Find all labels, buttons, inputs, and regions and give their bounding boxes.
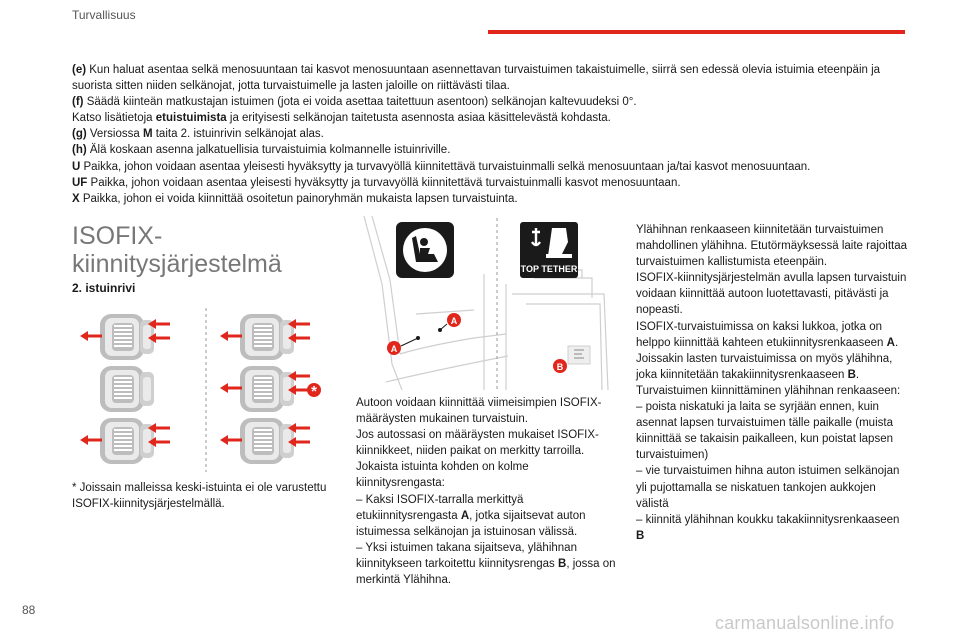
- top-tether-arrow: [220, 435, 242, 445]
- anchor-a-front: [387, 336, 420, 355]
- header-accent-bar: [488, 30, 905, 34]
- top-tether-arrow: [220, 331, 242, 341]
- footnote: * Joissain malleissa keski-istuinta ei ole varustettu ISOFIX-kiinnitysjärjestelmällä.: [72, 482, 327, 510]
- note-see-also: Katso lisätietoja etuistuimista ja erityisesti selkänojan taitetusta asennosta asiaa käsittelevästä kohdasta.: [72, 112, 611, 125]
- legend-text-block: [72, 62, 902, 207]
- list-item: – kiinnitä ylähihnan koukku takakiinnitysrenkaaseen B: [636, 513, 900, 542]
- list-item: – Yksi istuimen takana sijaitseva, ylähihnan kiinnitykseen tarkoitettu kiinnitysrengas B, jossa on merkintä Ylähihna.: [356, 541, 616, 587]
- note-e: (e) Kun haluat asentaa selkä menosuuntaan tai kasvot menosuuntaan asennettavan turvaistuimen takaistuimelle, siirrä sen edessä olevia istuimia eteenpäin ja suorista sitten niiden selkänojat, jotta turvaistuimelle ja lasten jaloille on riittävästi tilaa.: [72, 64, 881, 93]
- paragraph: ISOFIX-kiinnitysjärjestelmän avulla lapsen turvaistuin voidaan kiinnittää autoon luotettavasti, pitävästi ja nopeasti.: [636, 272, 907, 317]
- isofix-anchor-illustration: [356, 214, 612, 390]
- paragraph: Jos autossasi on määräysten mukaiset ISOFIX-kiinnikkeet, niiden paikat on merkitty tarroilla. Jokaista istuinta kohden on kolme kiinnitysrengasta:: [356, 429, 599, 490]
- svg-text:A: A: [450, 316, 458, 326]
- top-tether-arrow: [80, 435, 102, 445]
- legend-x: X Paikka, johon ei voida kiinnittää osoitetun painoryhmän mukaista lapsen turvaistuinta.: [72, 192, 518, 205]
- svg-text:*: *: [311, 383, 317, 400]
- asterisk-badge: [307, 383, 321, 400]
- second-row-seat-diagram: [72, 302, 342, 478]
- page-number: 88: [22, 603, 36, 617]
- watermark: carmanualsonline.info: [715, 613, 895, 633]
- seat-layout-right: [220, 314, 321, 464]
- legend-u: U Paikka, johon voidaan asentaa yleisesti hyväksytty ja turvavyöllä kiinnitettävä turvaistuinmalli selkä menosuuntaan ja/tai kasvot menosuuntaan.: [72, 160, 811, 173]
- list-item: – poista niskatuki ja laita se syrjään ennen, kuin asennat lapsen turvaistuimen tälle paikalle (muista kiinnittää se takaisin paikalleen, kun poistat lapsen turvaistuimen): [636, 401, 893, 462]
- top-tether-icon: [520, 222, 578, 278]
- isofix-child-seat-icon: [396, 222, 454, 278]
- paragraph: ISOFIX-turvaistuimissa on kaksi lukkoa, jotka on helppo kiinnittää kahteen etukiinnitysrenkaaseen A.: [636, 320, 899, 349]
- list-item: – vie turvaistuimen hihna auton istuimen selkänojan yli pujottamalla se niskatuen tankojen aukkojen välistä: [636, 465, 900, 510]
- svg-text:B: B: [556, 362, 564, 372]
- middle-column-text: [356, 395, 618, 588]
- paragraph: Turvaistuimen kiinnittäminen ylähihnan renkaaseen:: [636, 384, 901, 397]
- svg-text:A: A: [390, 344, 398, 354]
- section-heading: ISOFIX- kiinnitysjärjestelmä: [72, 222, 282, 278]
- top-tether-arrow: [220, 383, 242, 393]
- paragraph: Autoon voidaan kiinnittää viimeisimpien ISOFIX-määräysten mukainen turvaistuin.: [356, 397, 602, 426]
- legend-uf: UF Paikka, johon voidaan asentaa yleisesti hyväksytty ja turvavyöllä kiinnitettävä turvaistuinmalli kasvot menosuuntaan.: [72, 176, 681, 189]
- paragraph: Joissakin lasten turvaistuimissa on myös ylähihna, joka kiinnitetään takakiinnitysrenkaaseen B.: [636, 352, 893, 381]
- note-g: (g) Versiossa M taita 2. istuinrivin selkänojat alas.: [72, 128, 324, 141]
- paragraph: Ylähihnan renkaaseen kiinnitetään turvaistuimen mahdollinen ylähihna. Etutörmäyksessä laite rajoittaa turvaistuimen kallistumista eteenpäin.: [636, 224, 908, 269]
- svg-text:TOP TETHER: TOP TETHER: [520, 264, 578, 274]
- running-header: Turvallisuus: [72, 8, 136, 22]
- second-row-subheading: 2. istuinrivi: [72, 281, 136, 295]
- seat-layout-left: [80, 314, 170, 464]
- anchor-a-rear: [438, 313, 461, 332]
- list-item: – Kaksi ISOFIX-tarralla merkittyä etukiinnitysrengasta A, jotka sijaitsevat auton istuimessa selkänojan ja istuinosan välissä.: [356, 493, 586, 538]
- right-column-text: [636, 222, 908, 544]
- top-tether-arrow: [80, 331, 102, 341]
- note-h: (h) Älä koskaan asenna jalkatuellisia turvaistuimia kolmannelle istuinriville.: [72, 144, 451, 157]
- anchor-b: [553, 346, 590, 373]
- note-f: (f) Säädä kiinteän matkustajan istuimen (jota ei voida asettaa taitettuun asentoon) selkänojan kaltevuudeksi 0°.: [72, 96, 637, 109]
